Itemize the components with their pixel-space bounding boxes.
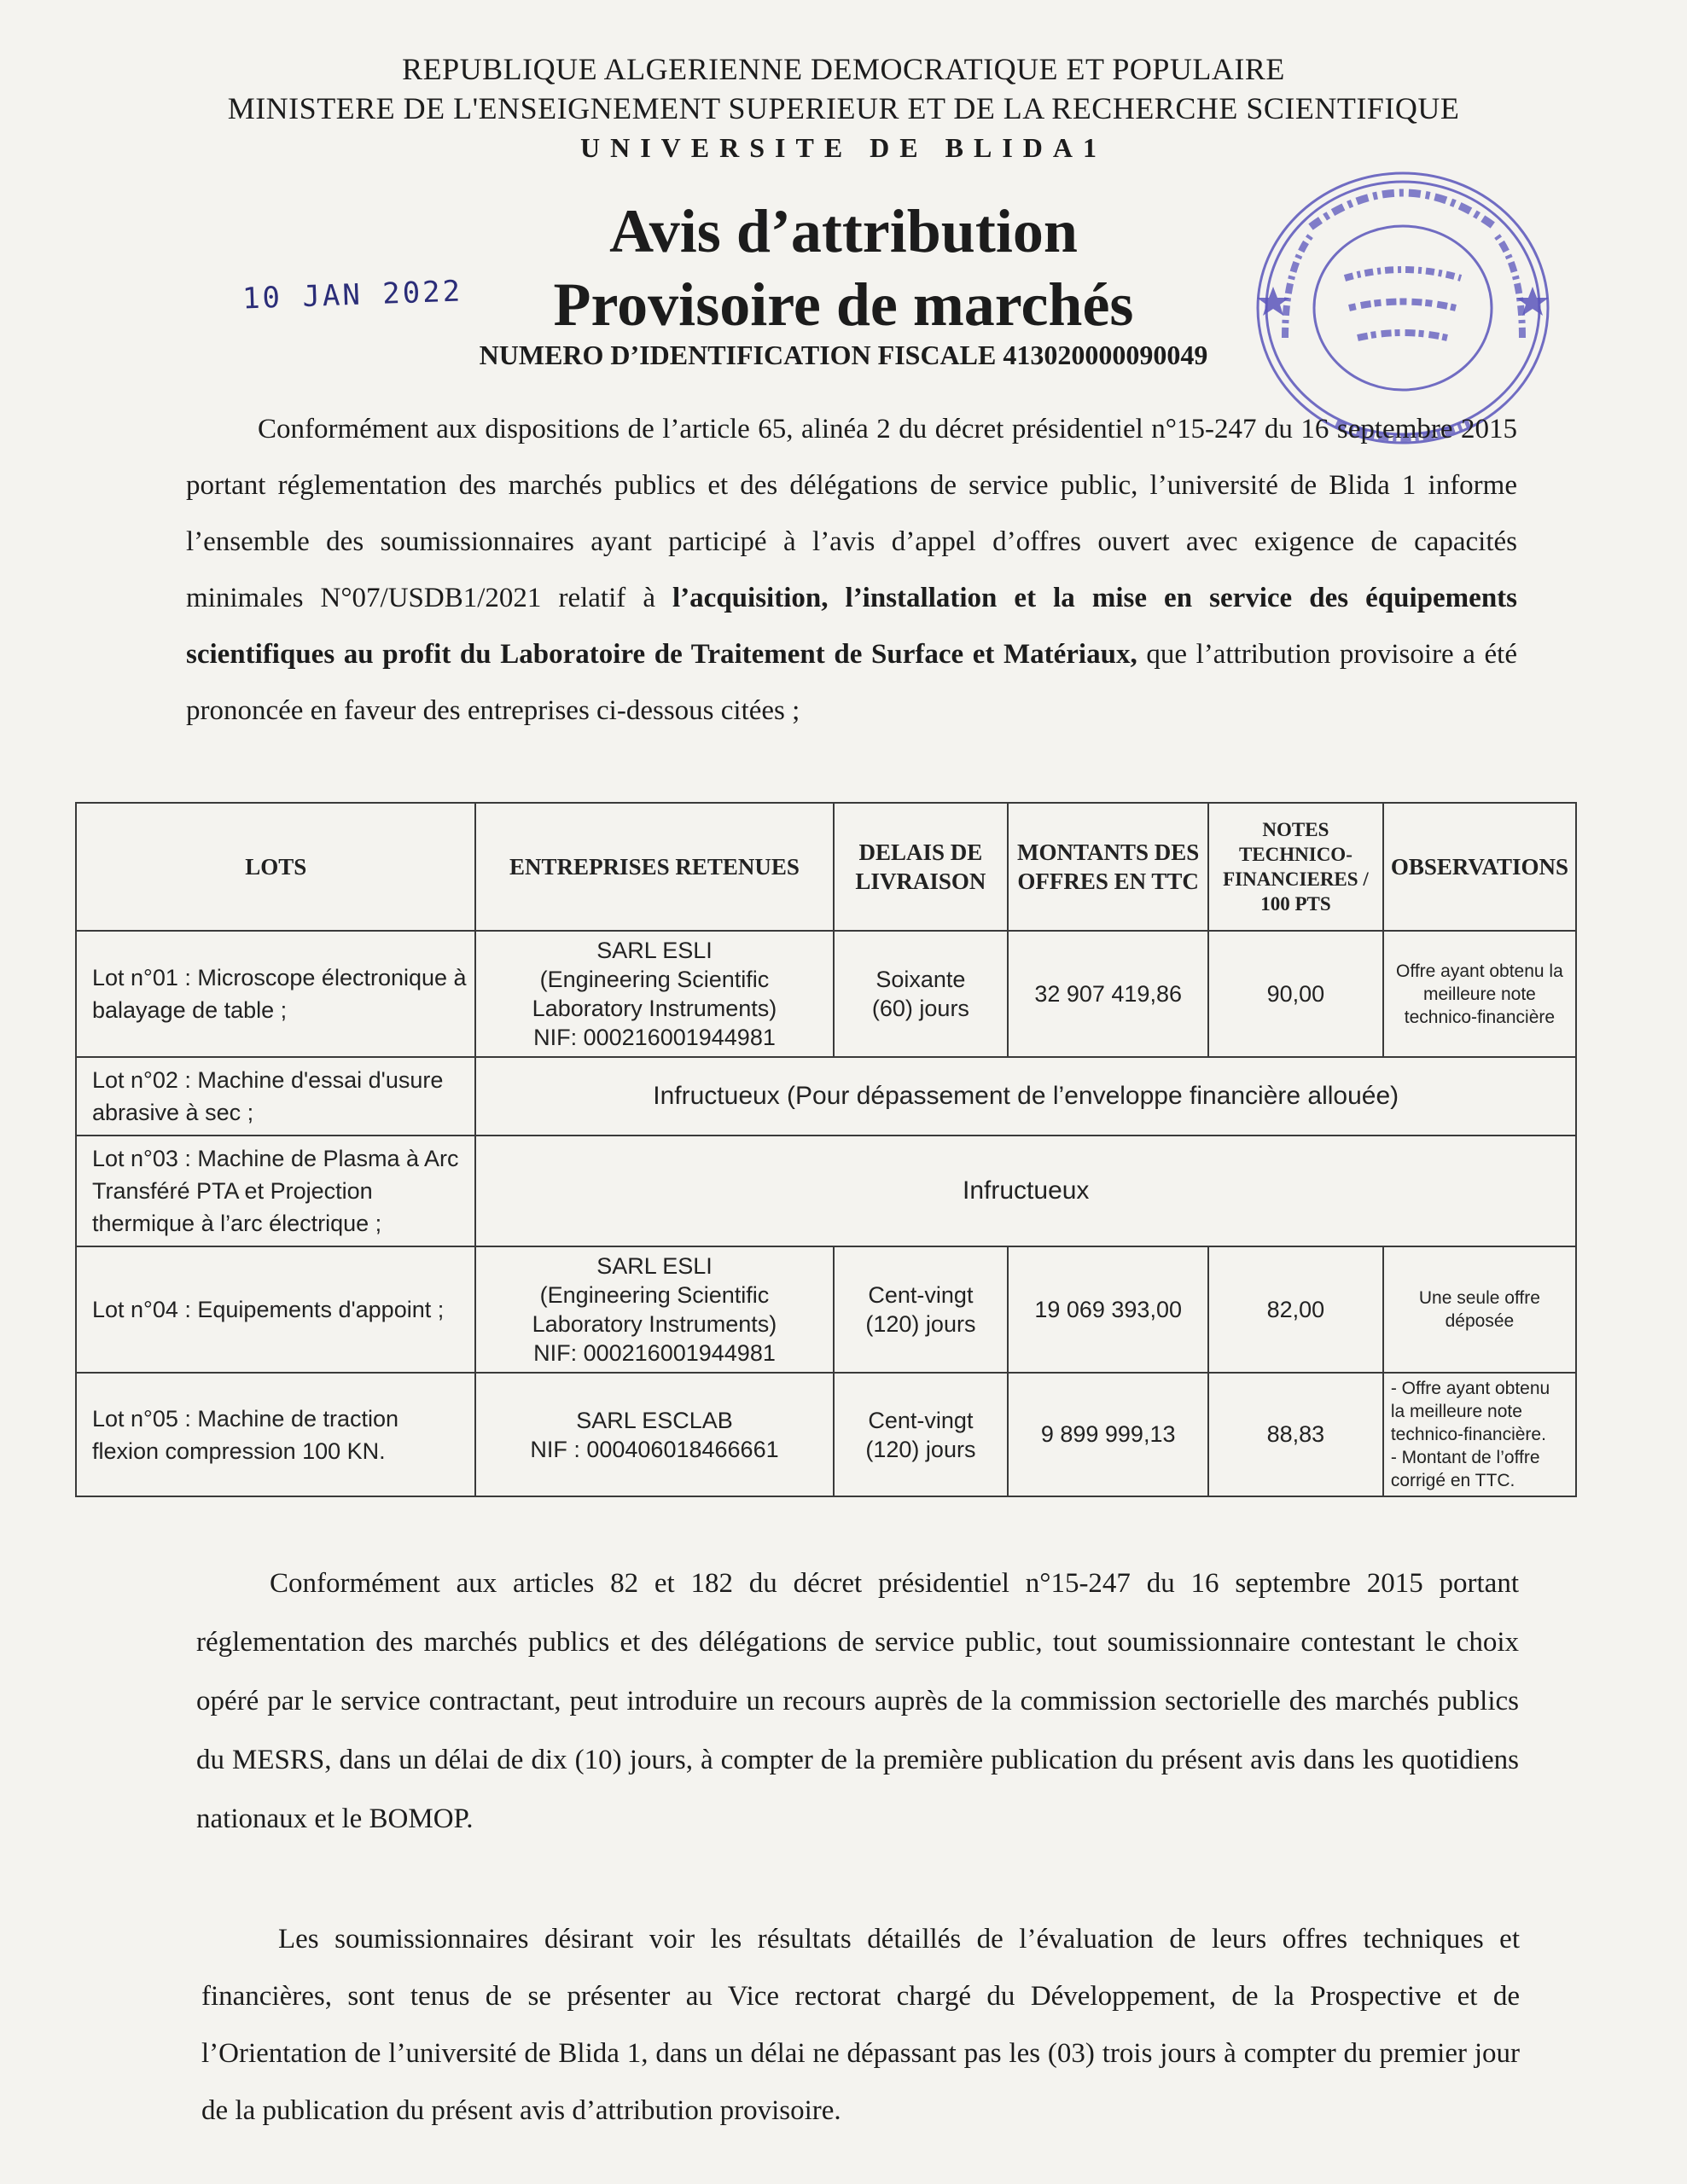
notice-title xyxy=(0,195,1687,341)
table-row xyxy=(76,1373,1576,1496)
header-observations: OBSERVATIONS xyxy=(1383,803,1576,931)
entreprise-line: Laboratory Instruments) xyxy=(532,996,777,1021)
lot-cell: Lot n°02 : Machine d'essai d'usure abrasive à sec ; xyxy=(76,1057,475,1136)
entreprise-line: SARL ESCLAB xyxy=(576,1407,733,1433)
intro-text-b: que l’attribution provisoire a été prononcée en faveur des entreprises ci-dessous citées ; xyxy=(186,639,1517,726)
entreprise-cell xyxy=(475,931,833,1057)
intro-text-bold: l’acquisition, l’installation et la mise en service des équipements scientifiques au profit du Laboratoire de Traitement de Surface et Matériaux, xyxy=(186,583,1517,670)
montant-cell: 32 907 419,86 xyxy=(1008,931,1208,1057)
note-cell: 82,00 xyxy=(1208,1246,1383,1373)
entreprise-line: Laboratory Instruments) xyxy=(532,1311,777,1337)
table-row xyxy=(76,931,1576,1057)
header-delais: DELAIS DE LIVRAISON xyxy=(834,803,1009,931)
title-line-2: Provisoire de marchés xyxy=(553,270,1134,339)
entreprise-nif: NIF: 000216001944981 xyxy=(533,1025,776,1050)
observation-cell: Offre ayant obtenu la meilleure note technico-financière xyxy=(1383,931,1576,1057)
delai-line: Cent-vingt xyxy=(868,1407,974,1433)
ministry-line: MINISTERE DE L'ENSEIGNEMENT SUPERIEUR ET DE LA RECHERCHE SCIENTIFIQUE xyxy=(227,91,1460,125)
montant-cell: 19 069 393,00 xyxy=(1008,1246,1208,1373)
observation-cell: Une seule offre déposée xyxy=(1383,1246,1576,1373)
entreprise-line: (Engineering Scientific xyxy=(539,967,770,992)
table-row xyxy=(76,1136,1576,1246)
delai-cell xyxy=(834,1373,1009,1496)
delai-line: Soixante xyxy=(875,967,966,992)
delai-line: (120) jours xyxy=(865,1436,976,1462)
observation-line: - Offre ayant obtenu la meilleure note technico-financière. xyxy=(1390,1379,1550,1444)
intro-text-a: Conformément aux dispositions de l’article 65, alinéa 2 du décret présidentiel n°15-247 du 16 septembre 2015 portant réglementation des marchés publics et des délégations de service public, l’université de Blida 1 informe l’ensemble des soumissionnaires ayant participé à l’avis d’appel d’offres ouvert avec exigence de capacités minimales N°07/USDB1/2021 relatif à xyxy=(186,414,1517,613)
table-header-row xyxy=(76,803,1576,931)
table-row xyxy=(76,1057,1576,1136)
delai-cell xyxy=(834,931,1009,1057)
delai-line: (60) jours xyxy=(871,996,969,1021)
university-line: UNIVERSITE DE BLIDA1 xyxy=(580,132,1107,163)
tax-id-line: NUMERO D’IDENTIFICATION FISCALE 413020000090049 xyxy=(479,340,1208,370)
observation-line: - Montant de l’offre corrigé en TTC. xyxy=(1390,1448,1540,1490)
montant-cell: 9 899 999,13 xyxy=(1008,1373,1208,1496)
delai-line: (120) jours xyxy=(865,1311,976,1337)
observation-cell xyxy=(1383,1373,1576,1496)
entreprise-cell xyxy=(475,1246,833,1373)
header-entreprises: ENTREPRISES RETENUES xyxy=(475,803,833,931)
delai-cell xyxy=(834,1246,1009,1373)
note-cell: 88,83 xyxy=(1208,1373,1383,1496)
unsuccessful-cell: Infructueux (Pour dépassement de l’enveloppe financière allouée) xyxy=(475,1057,1576,1136)
table-row xyxy=(76,1246,1576,1373)
title-line-1: Avis d’attribution xyxy=(609,197,1078,265)
lot-cell: Lot n°01 : Microscope électronique à balayage de table ; xyxy=(76,931,475,1057)
award-table xyxy=(75,802,1577,1497)
results-paragraph: Les soumissionnaires désirant voir les résultats détaillés de l’évaluation de leurs offres techniques et financières, sont tenus de se présenter au Vice rectorat chargé du Développement, de la Prospective et de l’Orientation de l’université de Blida 1, dans un délai ne dépassant pas les (03) trois jours à compter du premier jour de la publication du présent avis d’attribution provisoire. xyxy=(201,1924,1520,2126)
date-stamp: 10 JAN 2022 xyxy=(241,274,463,317)
entreprise-line: SARL ESLI xyxy=(596,938,713,963)
unsuccessful-cell: Infructueux xyxy=(475,1136,1576,1246)
lot-cell: Lot n°03 : Machine de Plasma à Arc Transféré PTA et Projection thermique à l’arc électrique ; xyxy=(76,1136,475,1246)
delai-line: Cent-vingt xyxy=(868,1282,974,1308)
lot-cell: Lot n°04 : Equipements d'appoint ; xyxy=(76,1246,475,1373)
header-montants: MONTANTS DES OFFRES EN TTC xyxy=(1008,803,1208,931)
entreprise-nif: NIF : 000406018466661 xyxy=(530,1436,779,1462)
entreprise-cell xyxy=(475,1373,833,1496)
entreprise-line: SARL ESLI xyxy=(596,1253,713,1279)
note-cell: 90,00 xyxy=(1208,931,1383,1057)
lot-cell: Lot n°05 : Machine de traction flexion compression 100 KN. xyxy=(76,1373,475,1496)
header-lots: LOTS xyxy=(76,803,475,931)
header-notes: NOTES TECHNICO-FINANCIERES / 100 PTS xyxy=(1208,803,1383,931)
letterhead xyxy=(0,49,1687,167)
republic-line: REPUBLIQUE ALGERIENNE DEMOCRATIQUE ET POPULAIRE xyxy=(402,52,1285,86)
entreprise-nif: NIF: 000216001944981 xyxy=(533,1340,776,1366)
appeal-paragraph: Conformément aux articles 82 et 182 du décret présidentiel n°15-247 du 16 septembre 2015 portant réglementation des marchés publics et des délégations de service public, tout soumissionnaire contestant le choix opéré par le service contractant, peut introduire un recours auprès de la commission sectorielle des marchés publics du MESRS, dans un délai de dix (10) jours, à compter de la première publication du présent avis dans les quotidiens nationaux et le BOMOP. xyxy=(196,1568,1519,1834)
entreprise-line: (Engineering Scientific xyxy=(539,1282,770,1308)
intro-paragraph xyxy=(186,401,1517,739)
